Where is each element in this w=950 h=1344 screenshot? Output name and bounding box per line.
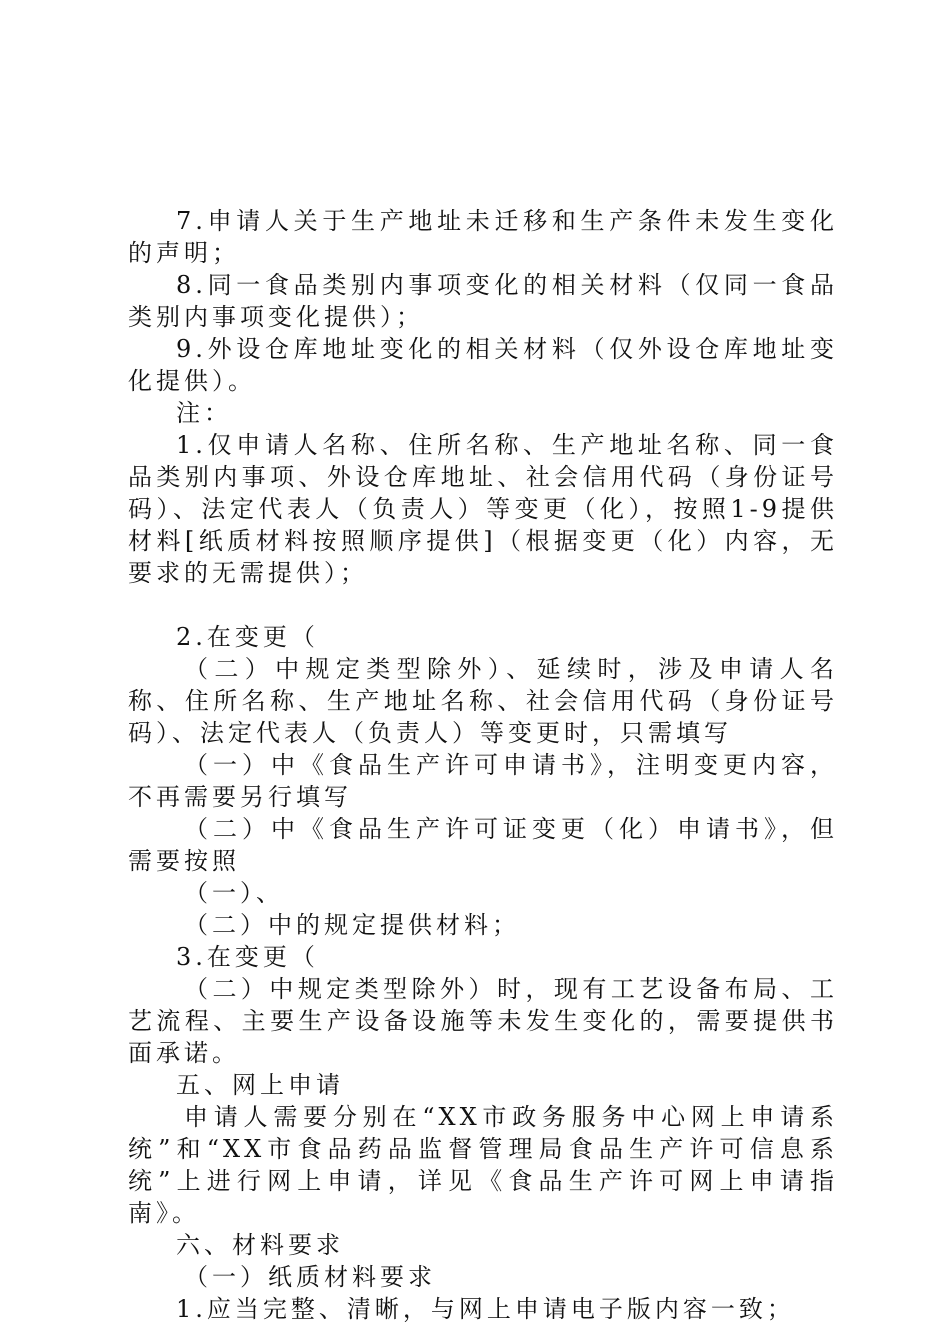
paragraph-gap (128, 589, 838, 621)
paragraph-item-7: 7.申请人关于生产地址未迁移和生产条件未发生变化的声明； (128, 207, 838, 267)
note-item-3: 3.在变更（ (176, 943, 319, 971)
paragraph-item-8: 8.同一食品类别内事项变化的相关材料（仅同一食品类别内事项变化提供）； (128, 271, 838, 331)
note-item-3-continued: （二）中规定类型除外）时，现有工艺设备布局、工艺流程、主要生产设备设施等未发生变化的，需要提供书面承诺。 (128, 975, 838, 1067)
note-item-2: 2.在变更（ (176, 623, 319, 651)
note-item-2-part-4: （二）中的规定提供材料； (184, 911, 520, 939)
note-heading: 注： (176, 399, 232, 427)
section-heading-online-application: 五、网上申请 (176, 1071, 344, 1099)
document-body (128, 205, 838, 1325)
note-item-2-continued: （二）中规定类型除外）、延续时，涉及申请人名称、住所名称、生产地址名称、社会信用代码（身份证号码）、法定代表人（负责人）等变更时，只需填写 (128, 655, 838, 747)
online-application-text: 申请人需要分别在“XX市政务服务中心网上申请系统”和“XX市食品药品监督管理局食品生产许可信息系统”上进行网上申请，详见《食品生产许可网上申请指南》。 (128, 1103, 838, 1227)
subsection-heading-paper-materials: （一）纸质材料要求 (184, 1263, 436, 1291)
note-item-2-part-1: （一）中《食品生产许可申请书》，注明变更内容，不再需要另行填写 (128, 751, 838, 811)
paragraph-item-9: 9.外设仓库地址变化的相关材料（仅外设仓库地址变化提供）。 (128, 335, 838, 395)
note-item-1: 1.仅申请人名称、住所名称、生产地址名称、同一食品类别内事项、外设仓库地址、社会信用代码（身份证号码）、法定代表人（负责人）等变更（化），按照1-9提供材料[纸质材料按照顺序提供]（根据变更（化）内容，无要求的无需提供）； (128, 431, 838, 587)
section-heading-material-requirements: 六、材料要求 (176, 1231, 344, 1259)
note-item-2-part-3: （一）、 (184, 879, 284, 907)
note-item-2-part-2: （二）中《食品生产许可证变更（化）申请书》，但需要按照 (128, 815, 838, 875)
paper-material-item-1: 1.应当完整、清晰，与网上申请电子版内容一致； (176, 1295, 795, 1323)
